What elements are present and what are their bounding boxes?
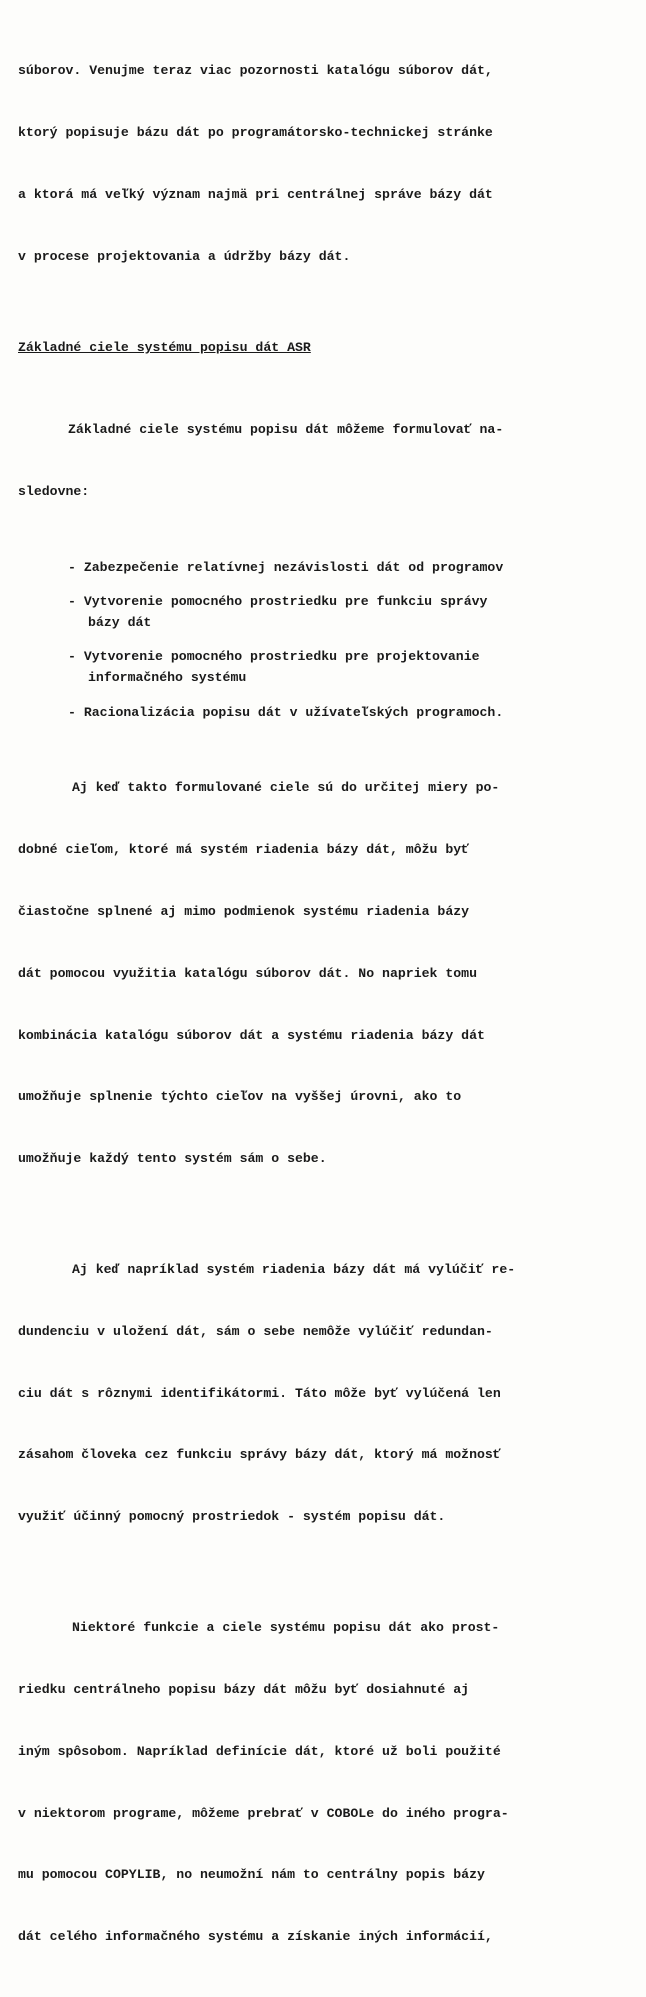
text-line: v niektorom programe, môžeme prebrať v COBOLe do iného progra-: [18, 1805, 509, 1821]
text-line: zásahom človeka cez funkciu správy bázy dát, ktorý má možnosť: [18, 1447, 501, 1463]
text-line: dobné cieľom, ktoré má systém riadenia bázy dát, môžu byť: [18, 842, 470, 858]
text-line: mu pomocou COPYLIB, no neumožní nám to centrálny popis bázy: [18, 1867, 485, 1883]
text-line: dundenciu v uložení dát, sám o sebe nemôže vylúčiť redundan-: [18, 1323, 493, 1339]
text-line: Aj keď takto formulované ciele sú do určitej miery po-: [72, 780, 500, 796]
text-line: Niektoré funkcie a ciele systému popisu dát ako prost-: [72, 1620, 500, 1636]
list-item: [68, 558, 618, 579]
text-line: ciu dát s rôznymi identifikátormi. Táto môže byť vylúčená len: [18, 1385, 501, 1401]
text-line: a ktorá má veľký význam najmä pri centrálnej správe bázy dát: [18, 186, 493, 202]
list-item-line: informačného systému: [88, 670, 247, 686]
text-line: v procese projektovania a údržby bázy dát.: [18, 248, 351, 264]
list-item: [68, 647, 618, 688]
paragraph-redundancy: [18, 1219, 618, 1569]
text-line: dát pomocou využitia katalógu súborov dát. No napriek tomu: [18, 965, 477, 981]
list-item-line: - Racionalizácia popisu dát v užívateľských programoch.: [68, 704, 504, 720]
paragraph-goals-comparison: [18, 737, 618, 1211]
text-line: riedku centrálneho popisu bázy dát môžu byť dosiahnuté aj: [18, 1681, 470, 1697]
text-line: dát celého informačného systému a získanie iných informácií,: [18, 1929, 493, 1945]
text-line: kombinácia katalógu súborov dát a systému riadenia bázy dát: [18, 1027, 485, 1043]
text-line: Aj keď napríklad systém riadenia bázy dát má vylúčiť re-: [72, 1262, 516, 1278]
list-item-line: - Zabezpečenie relatívnej nezávislosti dát od programov: [68, 559, 504, 575]
goals-list: [18, 558, 618, 724]
document-page: [18, 20, 618, 1997]
text-line: sledovne:: [18, 483, 90, 499]
text-line: využiť účinný pomocný prostriedok - systém popisu dát.: [18, 1509, 446, 1525]
list-item: [68, 592, 618, 633]
list-item-line: - Vytvorenie pomocného prostriedku pre funkciu správy: [68, 594, 488, 610]
paragraph-other-means: [18, 1577, 618, 1989]
list-item: [68, 703, 618, 724]
text-line: iným spôsobom. Napríklad definície dát, ktoré už boli použité: [18, 1743, 501, 1759]
text-line: Základné ciele systému popisu dát môžeme formulovať na-: [68, 422, 504, 438]
text-line: umožňuje každý tento systém sám o sebe.: [18, 1151, 327, 1167]
text-line: umožňuje splnenie týchto cieľov na vyššej úrovni, ako to: [18, 1089, 462, 1105]
paragraph-goals-intro: [18, 379, 618, 544]
paragraph-catalog-intro: [18, 20, 618, 308]
list-item-line: - Vytvorenie pomocného prostriedku pre projektovanie: [68, 649, 480, 665]
list-item-line: bázy dát: [88, 614, 152, 630]
section-heading: Základné ciele systému popisu dát ASR: [18, 340, 311, 356]
text-line: súborov. Venujme teraz viac pozornosti katalógu súborov dát,: [18, 63, 493, 79]
text-line: čiastočne splnené aj mimo podmienok systému riadenia bázy: [18, 903, 470, 919]
text-line: ktorý popisuje bázu dát po programátorsko-technickej stránke: [18, 124, 493, 140]
